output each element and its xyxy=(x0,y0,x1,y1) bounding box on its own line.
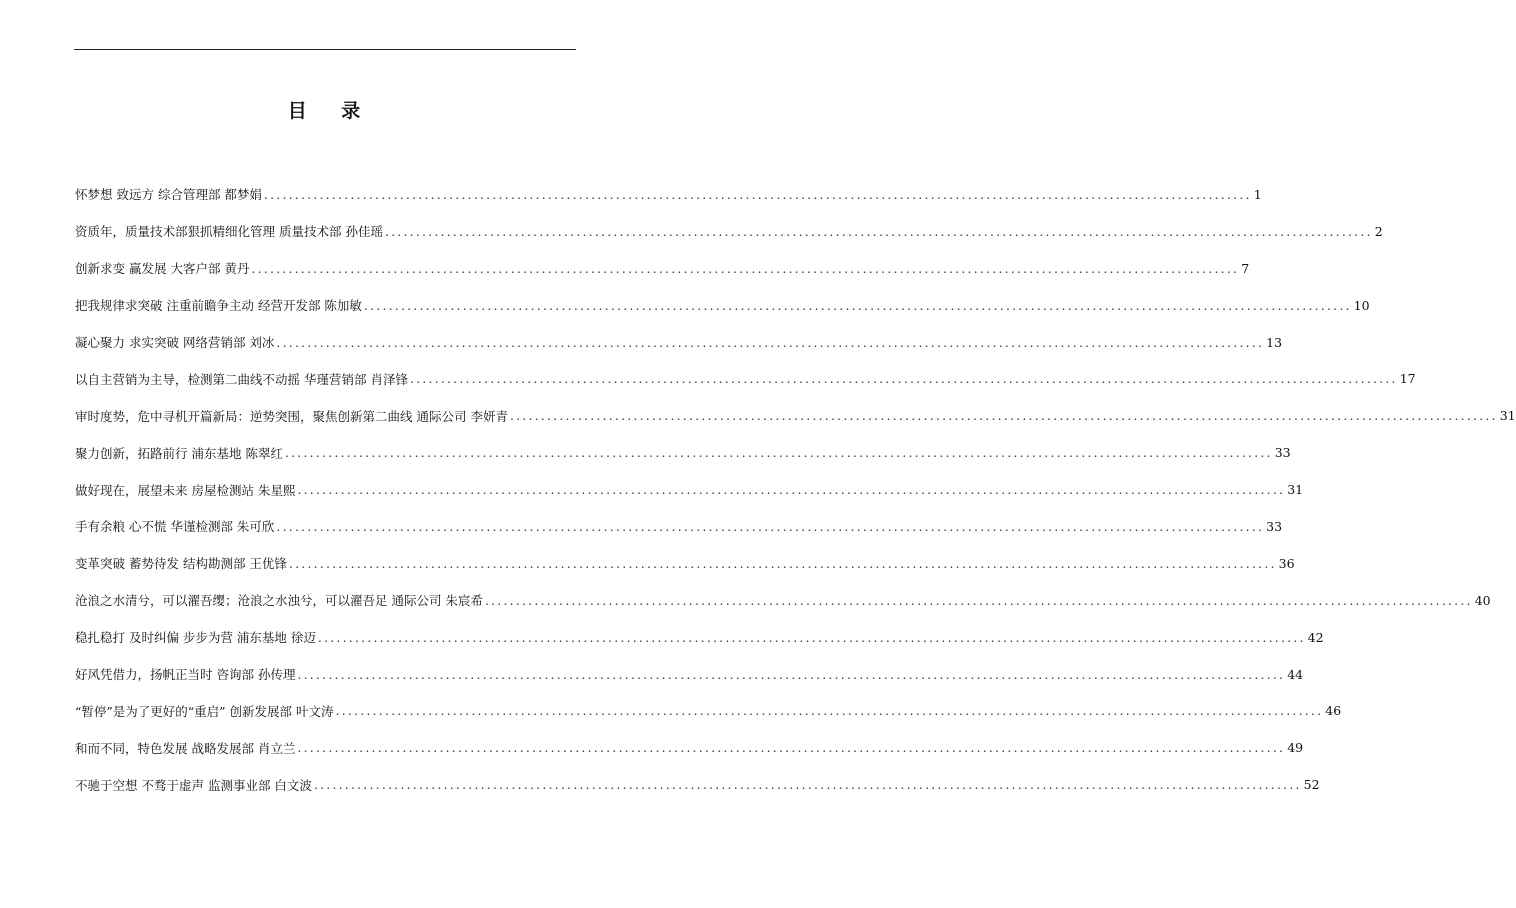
toc-entry-page: 36 xyxy=(1278,555,1295,571)
toc-entry[interactable] xyxy=(75,766,1320,803)
toc-entry-title: 资质年，质量技术部狠抓精细化管理 质量技术部 孙佳瑶 xyxy=(75,224,383,240)
toc-entry[interactable] xyxy=(75,324,1283,361)
toc-entry[interactable] xyxy=(75,287,1370,324)
toc-entry[interactable] xyxy=(75,508,1283,545)
toc-entry-page: 31 xyxy=(1287,482,1304,498)
dot-leader xyxy=(485,593,1473,608)
toc-entry[interactable] xyxy=(75,434,1291,471)
dot-leader xyxy=(364,298,1352,313)
dot-leader xyxy=(318,630,1306,645)
dot-leader xyxy=(276,335,1264,350)
toc-entry-title: 沧浪之水清兮，可以濯吾缨；沧浪之水浊兮，可以濯吾足 通际公司 朱宸希 xyxy=(75,593,483,609)
toc-entry[interactable] xyxy=(75,545,1295,582)
dot-leader xyxy=(251,261,1239,276)
toc-entry-page: 10 xyxy=(1353,297,1370,313)
toc-entry-page: 40 xyxy=(1474,592,1491,608)
toc-entry-title: 把我规律求突破 注重前瞻争主动 经营开发部 陈加敏 xyxy=(75,298,362,314)
toc-entry-page: 2 xyxy=(1374,223,1383,239)
toc-entry-page: 49 xyxy=(1287,740,1304,756)
dot-leader xyxy=(297,482,1285,497)
toc-entry-page: 31 xyxy=(1499,408,1516,424)
dot-leader xyxy=(297,740,1285,755)
toc-entry-page: 33 xyxy=(1274,445,1291,461)
toc-entry-title: 变革突破 蓄势待发 结构勘测部 王优锋 xyxy=(75,556,287,572)
toc-entry-title: 手有余粮 心不慌 华谨检测部 朱可欣 xyxy=(75,519,275,535)
dot-leader xyxy=(314,777,1302,792)
toc-entry-page: 1 xyxy=(1253,186,1262,202)
dot-leader xyxy=(285,445,1273,460)
toc-entry[interactable] xyxy=(75,692,1342,729)
toc-entry[interactable] xyxy=(75,250,1250,287)
dot-leader xyxy=(276,519,1264,534)
toc-entry[interactable] xyxy=(75,360,1416,397)
toc-entry-title: “暂停”是为了更好的“重启” 创新发展部 叶文涛 xyxy=(75,703,334,719)
dot-leader xyxy=(336,703,1324,718)
dot-leader xyxy=(297,667,1285,682)
toc-entry-page: 13 xyxy=(1266,334,1283,350)
dot-leader xyxy=(385,224,1373,239)
toc-entry-title: 凝心聚力 求实突破 网络营销部 刘冰 xyxy=(75,335,275,350)
toc-entry[interactable] xyxy=(75,582,1491,619)
toc-entry[interactable] xyxy=(75,471,1304,508)
dot-leader xyxy=(289,556,1277,571)
toc-entry-title: 稳扎稳打 及时纠偏 步步为营 浦东基地 徐迈 xyxy=(75,630,316,646)
dot-leader xyxy=(410,371,1398,386)
toc-entry[interactable] xyxy=(75,619,1324,656)
toc-entry-title: 做好现在，展望未来 房屋检测站 朱星熙 xyxy=(75,482,296,498)
toc-entry-title: 好风凭借力，扬帆正当时 咨询部 孙传理 xyxy=(75,667,296,683)
toc-entry-page: 7 xyxy=(1241,260,1250,276)
dot-leader xyxy=(510,408,1498,423)
toc-entry-page: 42 xyxy=(1307,629,1324,645)
toc-entry-title: 以自主营销为主导，检测第二曲线不动摇 华瑾营销部 肖泽锋 xyxy=(75,371,408,387)
toc-entry[interactable] xyxy=(75,176,1262,213)
toc-entry-page: 52 xyxy=(1303,777,1320,793)
toc-entry[interactable] xyxy=(75,397,1516,434)
toc-entry-page: 44 xyxy=(1287,666,1304,682)
toc-entry[interactable] xyxy=(75,656,1304,693)
toc-entry-title: 聚力创新，拓路前行 浦东基地 陈翠红 xyxy=(75,445,283,461)
toc-entry-page: 33 xyxy=(1266,518,1283,534)
page-title: 目 录 xyxy=(287,100,375,122)
header-rule xyxy=(74,49,576,50)
toc-entry-title: 不驰于空想 不骛于虚声 监测事业部 白文波 xyxy=(75,777,312,793)
toc-entry-page: 17 xyxy=(1399,371,1416,387)
toc-entry-page: 46 xyxy=(1325,703,1342,719)
toc-entry-title: 怀梦想 致远方 综合管理部 都梦娟 xyxy=(75,187,262,203)
toc-entry-title: 创新求变 赢发展 大客户部 黄丹 xyxy=(75,261,250,277)
toc-entry-title: 审时度势，危中寻机开篇新局：逆势突围，聚焦创新第二曲线 通际公司 李妍青 xyxy=(75,408,508,424)
toc-entry-title: 和而不同，特色发展 战略发展部 肖立兰 xyxy=(75,740,296,756)
dot-leader xyxy=(264,187,1252,202)
toc-list xyxy=(75,176,1516,803)
toc-entry[interactable] xyxy=(75,729,1304,766)
toc-entry[interactable] xyxy=(75,213,1383,250)
